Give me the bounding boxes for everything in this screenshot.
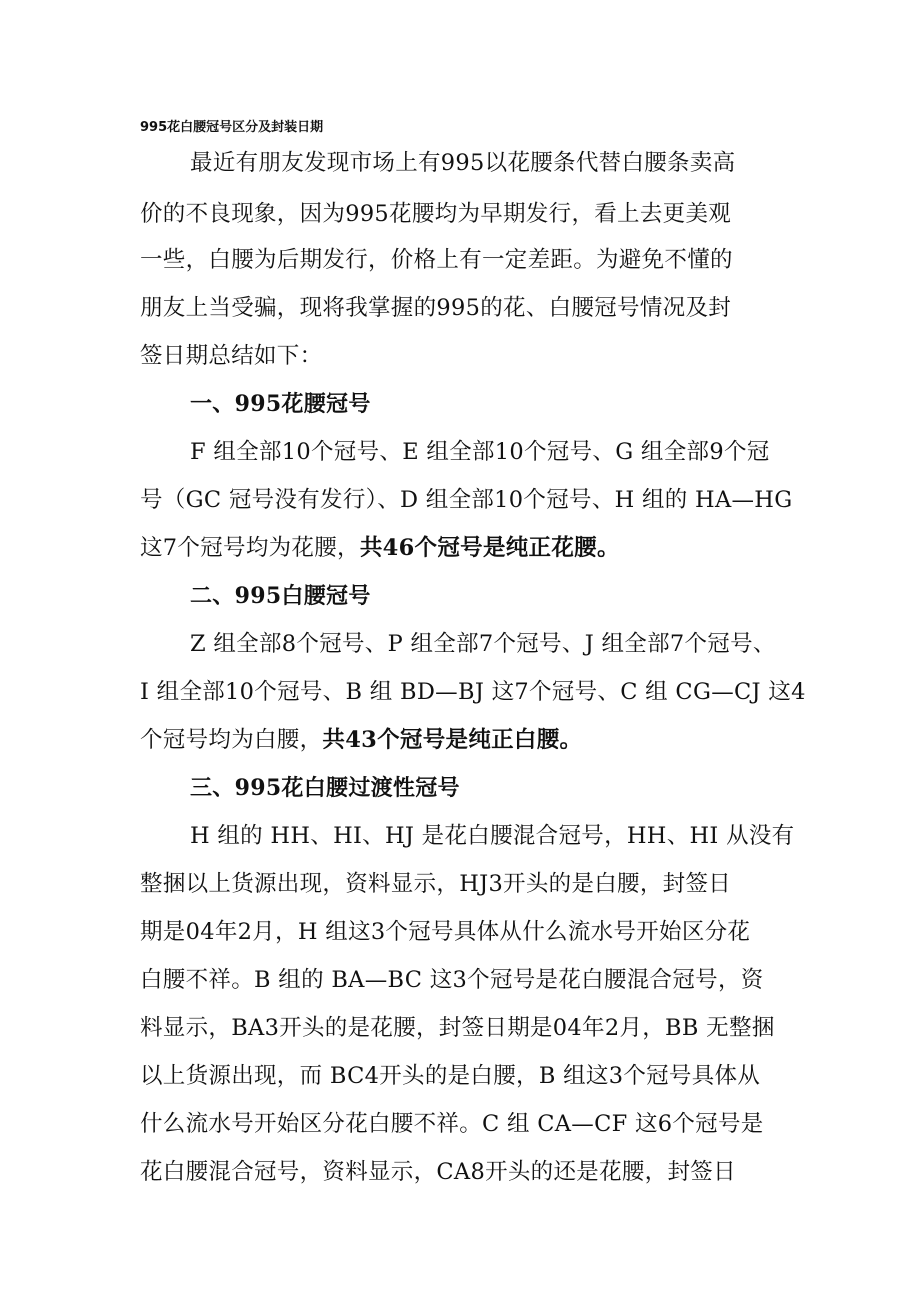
paragraph-line: 最近有朋友发现市场上有995以花腰条代替白腰条卖高 [190,150,736,176]
emphasis-text: 共43个冠号是纯正白腰。 [322,727,583,753]
paragraph-line: 以上货源出现，而 BC4开头的是白腰，B 组这3个冠号具体从 [140,1063,761,1089]
normal-text: 个冠号均为白腰， [140,727,323,753]
paragraph-line: F 组全部10个冠号、E 组全部10个冠号、G 组全部9个冠 [190,439,770,465]
paragraph-line: 整捆以上货源出现，资料显示，HJ3开头的是白腰，封签日 [140,871,732,897]
paragraph-line: 料显示，BA3开头的是花腰，封签日期是04年2月，BB 无整捆 [140,1015,775,1041]
paragraph-line: 价的不良现象，因为995花腰均为早期发行，看上去更美观 [140,201,732,227]
paragraph-line [140,725,582,755]
section-heading: 三、995花白腰过渡性冠号 [190,775,460,801]
paragraph-line: 朋友上当受骗，现将我掌握的995的花、白腰冠号情况及封 [140,295,732,321]
paragraph-line [140,533,620,563]
paragraph-line: 白腰不祥。B 组的 BA—BC 这3个冠号是花白腰混合冠号，资 [140,967,764,993]
paragraph-line: 期是04年2月，H 组这3个冠号具体从什么流水号开始区分花 [140,919,751,945]
emphasis-text: 共46个冠号是纯正花腰。 [359,535,620,561]
paragraph-line: 一些，白腰为后期发行，价格上有一定差距。为避免不懂的 [140,247,733,273]
paragraph-line: H 组的 HH、HI、HJ 是花白腰混合冠号，HH、HI 从没有 [190,823,795,849]
paragraph-line: I 组全部10个冠号、B 组 BD—BJ 这7个冠号、C 组 CG—CJ 这4 [140,679,806,705]
normal-text: 这7个冠号均为花腰， [140,535,360,561]
paragraph-line: Z 组全部8个冠号、P 组全部7个冠号、J 组全部7个冠号、 [190,631,776,657]
paragraph-line: 花白腰混合冠号，资料显示，CA8开头的还是花腰，封签日 [140,1159,736,1185]
section-heading: 一、995花腰冠号 [190,391,371,417]
paragraph-line: 号（GC 冠号没有发行）、D 组全部10个冠号、H 组的 HA—HG [140,487,793,513]
paragraph-line: 什么流水号开始区分花白腰不祥。C 组 CA—CF 这6个冠号是 [140,1111,764,1137]
document-title: 995花白腰冠号区分及封装日期 [140,120,324,135]
paragraph-line: 签日期总结如下： [140,343,323,369]
section-heading: 二、995白腰冠号 [190,583,371,609]
